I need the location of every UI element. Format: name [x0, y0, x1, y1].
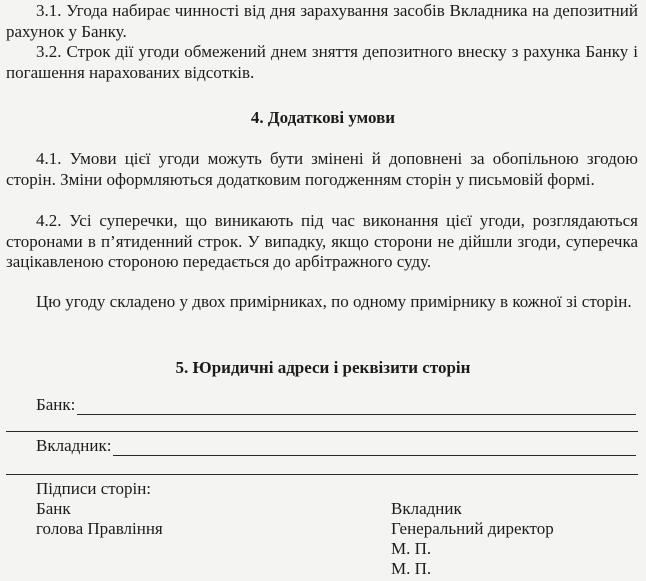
- signatures-label: Підписи сторін:: [36, 479, 152, 498]
- clause-copies: Цю угоду складено у двох примірниках, по одному примірнику в кожної зі сторін.: [36, 292, 632, 311]
- right-party: Вкладник: [391, 499, 462, 518]
- bank-address-line-2[interactable]: [6, 431, 638, 432]
- clause-3-1: 3.1. Угода набирає чинності від дня зарахування засобів Вкладника на депозитний рахунок у Банку.: [6, 1, 638, 41]
- left-party: Банк: [36, 499, 71, 518]
- depositor-address-line[interactable]: [113, 439, 636, 456]
- left-title: голова Правління: [36, 519, 163, 538]
- section-5-heading: 5. Юридичні адреси і реквізити сторін: [175, 358, 471, 377]
- clause-3-2: 3.2. Строк дії угоди обмежений днем зняття депозитного внеску з рахунка Банку і погашення нарахованих відсотків.: [6, 42, 638, 82]
- stamp-1: М. П.: [391, 539, 432, 558]
- depositor-label: Вкладник:: [36, 436, 112, 455]
- section-4-heading: 4. Додаткові умови: [250, 108, 396, 127]
- clause-4-2: 4.2. Усі суперечки, що виникають під час виконання цієї угоди, розглядаються сторонами в п’ятиденний строк. У випадку, якщо сторони не дійшли згоди, суперечка зацікавленою стороною передається до арбітражного суду.: [6, 211, 638, 271]
- stamp-2: М. П.: [391, 559, 432, 578]
- clause-4-1: 4.1. Умови цієї угоди можуть бути змінені й доповнені за обопільною згодою сторін. Зміни оформляються додатковим погодженням сторін у письмовій формі.: [6, 149, 638, 189]
- bank-address-row: [36, 393, 636, 415]
- depositor-address-line-2[interactable]: [6, 474, 638, 475]
- right-title: Генеральний директор: [391, 519, 554, 538]
- bank-label: Банк:: [36, 395, 76, 414]
- depositor-address-row: [36, 434, 636, 456]
- bank-address-line[interactable]: [77, 398, 636, 415]
